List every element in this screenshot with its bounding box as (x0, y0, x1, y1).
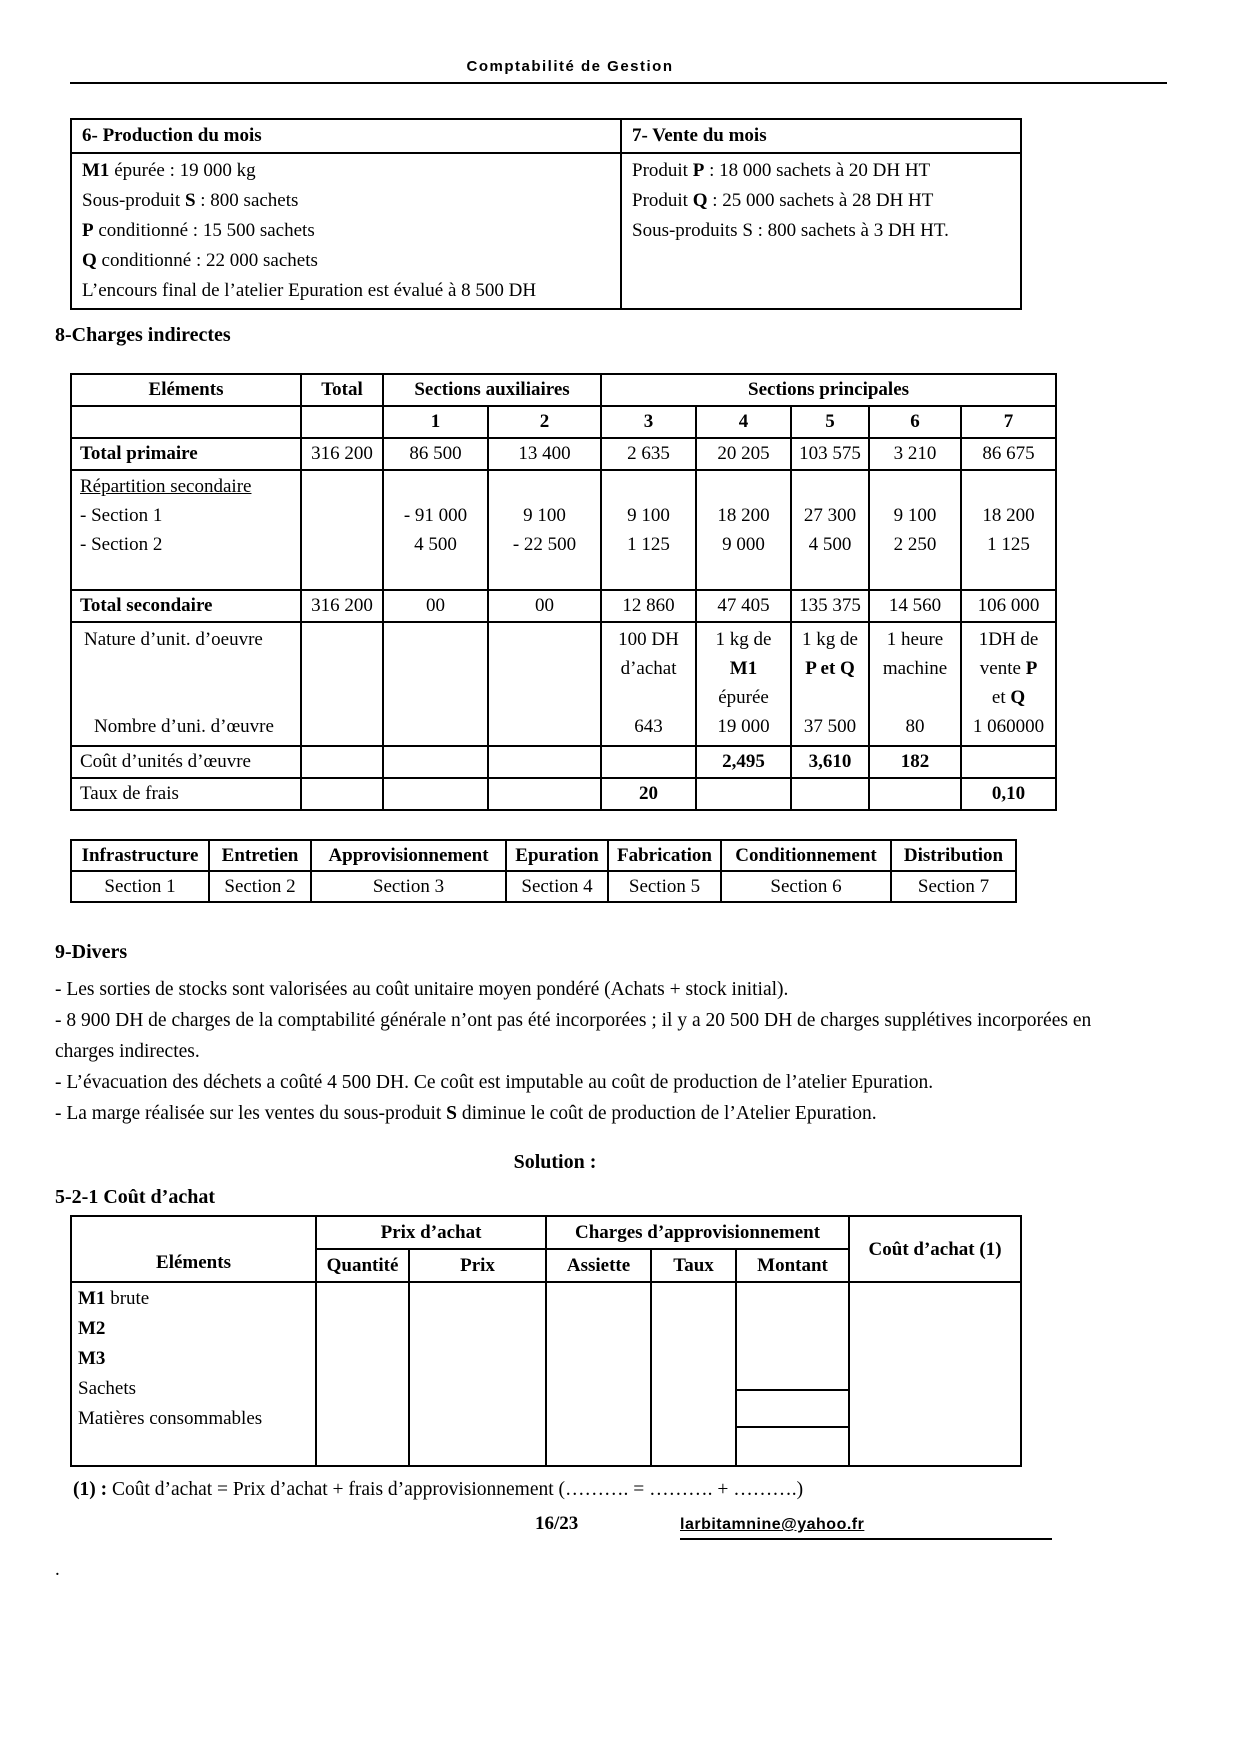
empty-cell (546, 1282, 651, 1466)
section-names-row (71, 840, 1016, 871)
line-post: conditionné : 22 000 sachets (96, 250, 318, 271)
empty-cell (301, 746, 383, 778)
total-primaire-row (71, 438, 1056, 470)
empty-cell (383, 746, 488, 778)
divers-paragraph (55, 974, 1145, 1129)
line-post: : 18 000 sachets à 20 DH HT (704, 160, 931, 181)
total-secondaire-row (71, 590, 1056, 622)
column-number-cell: 3 (601, 406, 696, 438)
value-cell: 0,10 (961, 778, 1056, 810)
section-number-cell: Section 1 (71, 871, 209, 902)
montant-empty-area (737, 1283, 848, 1389)
line-pre: - Les sorties de stocks sont valorisées au coût unitaire moyen pondéré (Achats + stock initial). (55, 979, 789, 1000)
value-cell: 86 675 (961, 438, 1056, 470)
elements-header-cell: Eléments (71, 1216, 316, 1282)
section1-value: 9 100 (627, 505, 670, 526)
montant-column-cell (736, 1282, 849, 1466)
column-number-cell: 1 (383, 406, 488, 438)
cout-achat-table (70, 1215, 1022, 1467)
section2-value: 9 000 (722, 534, 765, 555)
doc-title: Comptabilité de Gestion (466, 58, 674, 75)
value-cell (601, 470, 696, 590)
header-divider (70, 82, 1167, 84)
row-label-cell (71, 622, 301, 746)
column-number-cell: 5 (791, 406, 869, 438)
nombre-value: 1 060000 (972, 716, 1045, 737)
empty-cell (869, 778, 961, 810)
line-pre: - 8 900 DH de charges de la comptabilité générale n’ont pas été incorporées ; il y a 20 500 DH de charges supplétives incorporées en charges indirectes. (55, 1010, 1092, 1062)
empty-cell (601, 746, 696, 778)
section2-value: 4 500 (414, 534, 457, 555)
line-pre: Sous-produit (82, 190, 185, 211)
total-header-cell: Total (301, 374, 383, 406)
line-bold: M1 (78, 1288, 106, 1309)
empty-cell (301, 406, 383, 438)
line-pre: Sachets (78, 1378, 137, 1399)
nombre-label: Nombre d’uni. d’œuvre (94, 716, 274, 737)
montant-subcell (737, 1426, 848, 1463)
section-numbers-row (71, 871, 1016, 902)
line-pre: L’encours final de l’atelier Epuration est évalué à 8 500 DH (82, 280, 537, 301)
line-bold: S (184, 190, 196, 211)
value-cell (961, 470, 1056, 590)
nature-line: épurée (718, 687, 769, 708)
line-post: : 800 sachets (195, 190, 299, 211)
column-number-cell: 6 (869, 406, 961, 438)
row-label-cell: Total primaire (71, 438, 301, 470)
value-cell: 13 400 (488, 438, 601, 470)
nature-line: 1 kg de (802, 629, 858, 650)
production-header-cell: 6- Production du mois (71, 119, 621, 153)
empty-cell (488, 746, 601, 778)
nature-line: P et Q (805, 658, 855, 679)
value-cell: 12 860 (601, 590, 696, 622)
production-line (82, 186, 610, 216)
value-cell (488, 470, 601, 590)
line-post: conditionné : 15 500 sachets (93, 220, 315, 241)
section-name-cell: Fabrication (608, 840, 721, 871)
line-post: diminue le coût de production de l’Atelier Epuration. (457, 1103, 877, 1124)
value-cell: 00 (383, 590, 488, 622)
sections-principales-header-cell: Sections principales (601, 374, 1056, 406)
nature-cell (601, 622, 696, 746)
value-cell: 3 210 (869, 438, 961, 470)
production-line (82, 276, 610, 306)
section-number-cell: Section 2 (209, 871, 311, 902)
total-cell: 316 200 (301, 590, 383, 622)
production-line (82, 156, 610, 186)
line-pre: et (991, 687, 1011, 708)
section2-value: 1 125 (627, 534, 670, 555)
column-number-cell: 2 (488, 406, 601, 438)
section-name-cell: Epuration (506, 840, 608, 871)
line-pre: vente (979, 658, 1026, 679)
line-bold: M2 (78, 1318, 106, 1339)
value-cell: 2 635 (601, 438, 696, 470)
charges-appro-header-cell: Charges d’approvisionnement (546, 1216, 849, 1249)
production-content-cell (71, 153, 621, 309)
value-cell: 20 (601, 778, 696, 810)
nature-cell (791, 622, 869, 746)
value-cell: 20 205 (696, 438, 791, 470)
nature-line: 1 kg de (715, 629, 772, 650)
line-bold: M1 (82, 160, 110, 181)
footer-email: larbitamnine@yahoo.fr (680, 1516, 865, 1533)
footnote-text: Coût d’achat = Prix d’achat + frais d’approvisionnement (………. = ………. + ……….) (107, 1479, 804, 1500)
row-label-cell: Total secondaire (71, 590, 301, 622)
element-row-label (78, 1374, 309, 1404)
value-cell: 47 405 (696, 590, 791, 622)
charges-indirectes-table (70, 373, 1057, 811)
value-cell (869, 470, 961, 590)
line-pre: Matières consommables (78, 1408, 263, 1429)
empty-cell (651, 1282, 736, 1466)
page-number: 16/23 (535, 1513, 579, 1534)
column-header-cell: Taux (651, 1249, 736, 1282)
cout-achat-header-row (71, 1216, 1021, 1249)
table-row (71, 119, 1021, 153)
line-bold: P (692, 160, 705, 181)
nature-line (966, 654, 1051, 683)
nombre-value: 80 (905, 716, 925, 737)
line-post: épurée : 19 000 kg (109, 160, 256, 181)
empty-cell (488, 778, 601, 810)
line-post: brute (105, 1288, 150, 1309)
cout-unites-oeuvre-row (71, 746, 1056, 778)
section2-value: 4 500 (808, 534, 852, 555)
section1-value: 9 100 (893, 505, 937, 526)
section1-value: 9 100 (523, 505, 566, 526)
empty-cell (301, 778, 383, 810)
value-cell: 182 (869, 746, 961, 778)
divers-line (55, 1005, 1145, 1067)
empty-cell (961, 746, 1056, 778)
empty-cell (71, 406, 301, 438)
nature-label: Nature d’unit. d’oeuvre (84, 629, 263, 650)
section1-label: - Section 1 (80, 505, 163, 526)
vente-header-cell: 7- Vente du mois (621, 119, 1021, 153)
prix-achat-header-cell: Prix d’achat (316, 1216, 546, 1249)
line-post: : 25 000 sachets à 28 DH HT (707, 190, 934, 211)
empty-cell (383, 778, 488, 810)
line-bold: P (1025, 658, 1038, 679)
row-label-cell: Taux de frais (71, 778, 301, 810)
total-cell: 316 200 (301, 438, 383, 470)
nature-line: d’achat (620, 658, 677, 679)
nature-line: 1 heure (886, 629, 944, 650)
line-pre: - L’évacuation des déchets a coûté 4 500 DH. Ce coût est imputable au coût de production de l’atelier Epuration. (55, 1072, 934, 1093)
montant-subcells (737, 1283, 848, 1463)
section2-value: 2 250 (893, 534, 937, 555)
repartition-secondaire-row (71, 470, 1056, 590)
element-row-label (78, 1404, 309, 1434)
empty-cell (383, 622, 488, 746)
section1-value: 18 200 (982, 505, 1035, 526)
column-number-cell: 7 (961, 406, 1056, 438)
line-pre: - La marge réalisée sur les ventes du sous-produit (55, 1103, 447, 1124)
value-cell: 135 375 (791, 590, 869, 622)
production-line (82, 246, 610, 276)
elements-list-cell (71, 1282, 316, 1466)
nature-unite-oeuvre-row (71, 622, 1056, 746)
line-bold: Q (82, 250, 97, 271)
nature-line: 100 DH (618, 629, 679, 650)
column-number-cell: 4 (696, 406, 791, 438)
sections-naming-table (70, 839, 1017, 903)
section-heading-cout-achat: 5-2-1 Coût d’achat (55, 1186, 215, 1208)
value-cell (791, 470, 869, 590)
nombre-value: 37 500 (803, 716, 857, 737)
line-bold: Q (1010, 687, 1026, 708)
line-pre: Produit (632, 160, 693, 181)
solution-title: Solution : (513, 1151, 597, 1173)
section-name-cell: Conditionnement (721, 840, 891, 871)
row-label-cell: Coût d’unités d’œuvre (71, 746, 301, 778)
production-line (82, 216, 610, 246)
nature-line: machine (882, 658, 948, 679)
element-row-label (78, 1284, 309, 1314)
vente-content-cell (621, 153, 1021, 309)
divers-line (55, 974, 1145, 1005)
section-name-cell: Entretien (209, 840, 311, 871)
line-bold: S (446, 1103, 458, 1124)
nombre-value: 643 (634, 716, 663, 737)
row-label-cell (71, 470, 301, 590)
line-bold: M3 (78, 1348, 106, 1369)
footnote (73, 1479, 1185, 1501)
line-pre: Sous-produits S : 800 sachets à 3 DH HT. (632, 220, 949, 241)
charges-header-row (71, 374, 1056, 406)
section1-value: 27 300 (803, 505, 857, 526)
empty-cell (316, 1282, 409, 1466)
section-heading-charges-indirectes: 8-Charges indirectes (55, 324, 231, 346)
column-header-cell: Quantité (316, 1249, 409, 1282)
page-footer (55, 1513, 1185, 1543)
section-number-cell: Section 7 (891, 871, 1016, 902)
value-cell: 3,610 (791, 746, 869, 778)
section-number-cell: Section 3 (311, 871, 506, 902)
empty-cell (791, 778, 869, 810)
value-cell: 14 560 (869, 590, 961, 622)
divers-line (55, 1098, 1145, 1129)
line-bold: P (82, 220, 94, 241)
elements-header-cell: Eléments (71, 374, 301, 406)
repartition-title: Répartition secondaire (80, 476, 252, 497)
nature-line: M1 (729, 658, 758, 679)
section1-value: 18 200 (717, 505, 770, 526)
section-number-cell: Section 6 (721, 871, 891, 902)
section2-label: - Section 2 (80, 534, 163, 555)
section-number-cell: Section 5 (608, 871, 721, 902)
value-cell (696, 470, 791, 590)
line-bold: Q (692, 190, 708, 211)
section2-value: - 22 500 (512, 534, 577, 555)
section-name-cell: Infrastructure (71, 840, 209, 871)
column-header-cell: Prix (409, 1249, 546, 1282)
taux-de-frais-row (71, 778, 1056, 810)
value-cell: 00 (488, 590, 601, 622)
vente-line (632, 216, 1010, 246)
sections-auxiliaires-header-cell: Sections auxiliaires (383, 374, 601, 406)
vente-line (632, 156, 1010, 186)
section-name-cell: Distribution (891, 840, 1016, 871)
element-row-label (78, 1344, 309, 1374)
value-cell: 2,495 (696, 746, 791, 778)
footnote-marker: (1) : (73, 1479, 108, 1500)
nature-line (966, 683, 1051, 712)
nature-cell (696, 622, 791, 746)
empty-cell (301, 470, 383, 590)
column-header-cell: Assiette (546, 1249, 651, 1282)
trailing-dot: . (55, 1559, 60, 1580)
empty-cell (301, 622, 383, 746)
nombre-value: 19 000 (717, 716, 770, 737)
section-number-cell: Section 4 (506, 871, 608, 902)
empty-cell (488, 622, 601, 746)
section-name-cell: Approvisionnement (311, 840, 506, 871)
divers-line (55, 1067, 1145, 1098)
value-cell (383, 470, 488, 590)
nature-cell (869, 622, 961, 746)
empty-cell (696, 778, 791, 810)
production-vente-table (70, 118, 1022, 310)
value-cell: 86 500 (383, 438, 488, 470)
section2-value: 1 125 (987, 534, 1030, 555)
nature-cell (961, 622, 1056, 746)
footer-rule (680, 1513, 1052, 1540)
line-pre: Produit (632, 190, 693, 211)
empty-cell (409, 1282, 546, 1466)
nature-line: 1DH de (978, 629, 1039, 650)
charges-column-number-row (71, 406, 1056, 438)
vente-line (632, 186, 1010, 216)
section-heading-divers: 9-Divers (55, 941, 128, 963)
column-header-cell: Montant (736, 1249, 849, 1282)
section1-value: - 91 000 (403, 505, 468, 526)
element-row-label (78, 1314, 309, 1344)
cout-achat-body-row (71, 1282, 1021, 1466)
empty-cell (849, 1282, 1021, 1466)
montant-subcell (737, 1389, 848, 1426)
cout-achat-header-cell: Coût d’achat (1) (849, 1216, 1021, 1282)
value-cell: 103 575 (791, 438, 869, 470)
value-cell: 106 000 (961, 590, 1056, 622)
table-row (71, 153, 1021, 309)
